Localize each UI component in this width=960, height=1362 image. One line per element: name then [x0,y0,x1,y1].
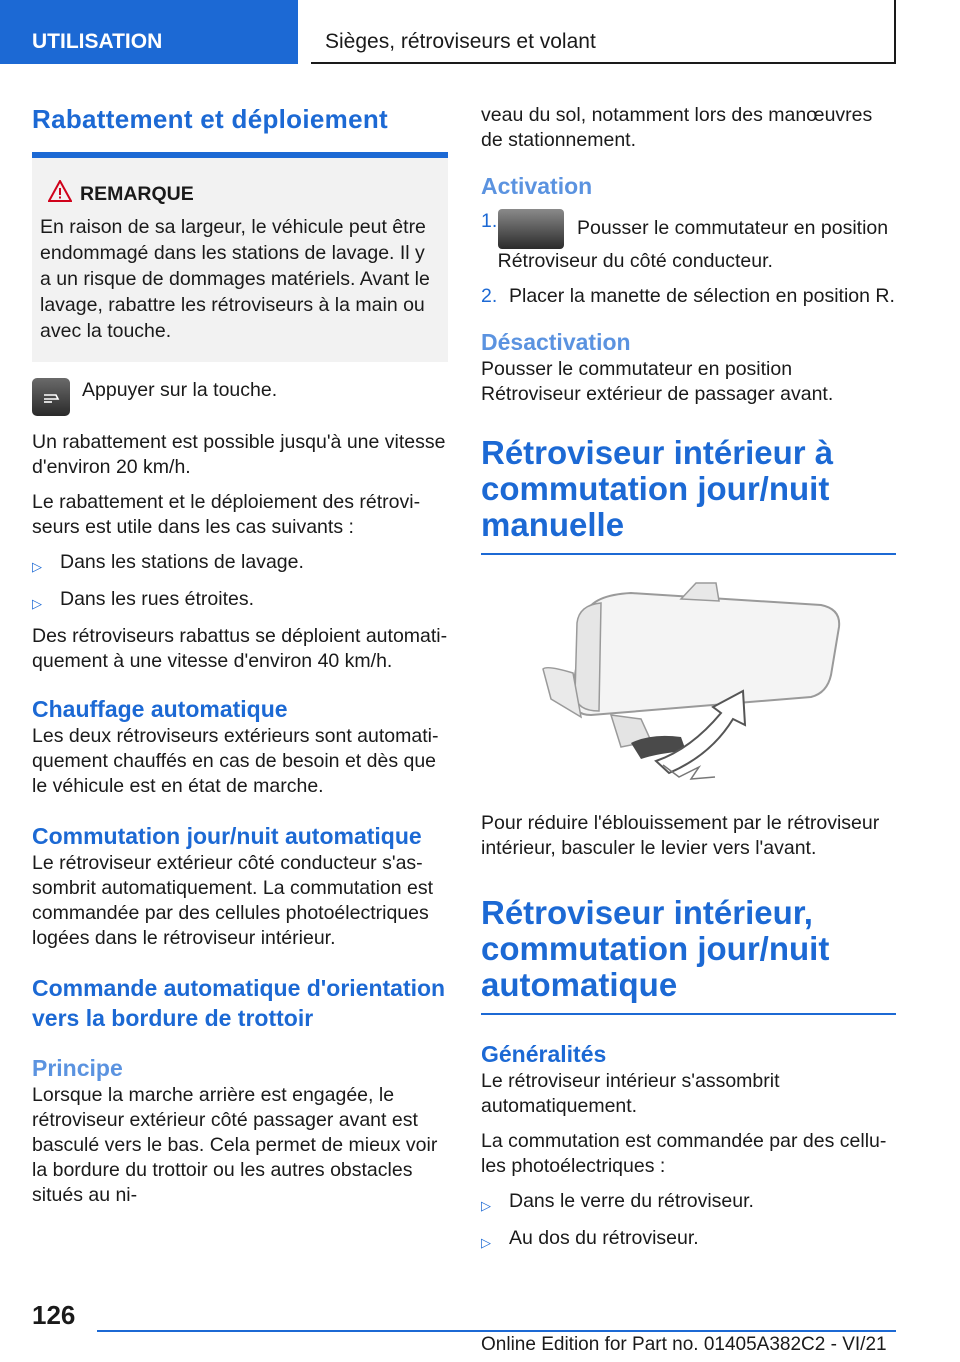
header-chapter [311,0,896,64]
note-title [40,180,436,208]
right-column [481,103,896,1263]
header-section-label: UTILISATION [32,30,163,53]
paragraph-principe: Lorsque la marche arrière est engagée, le rétroviseur extérieur côté passager avant est basculé vers le bas. Cela permet de mieux voir la bordure du trottoir ou les autres obstacles situés au ni- [32,1084,438,1206]
bullet-triangle-icon: ▷ [32,596,42,611]
header-section [0,0,298,64]
heading-desactivation: Désactivation [481,329,631,355]
paragraph-continued: veau du sol, notamment lors des manœuvres de stationnement. [481,104,873,151]
heading-activation: Activation [481,173,593,199]
heading-rabattement: Rabattement et déploiement [32,104,388,134]
press-instruction: Appuyer sur la touche. [82,379,278,401]
heading-commande: Commande automatique d'orientation vers la bordure de trottoir [32,975,446,1031]
heading-principe: Principe [32,1055,123,1081]
heading-auto-mirror: Rétroviseur intérieur, commutation jour/nuit automatique [481,894,830,1003]
page-number: 126 [32,1300,76,1330]
heading-rule [481,1013,896,1015]
list-item: ▷ Dans les stations de lavage. [32,550,448,579]
left-column [32,96,448,1218]
bullet-triangle-icon: ▷ [481,1235,491,1250]
mirror-fold-button-icon [32,378,70,416]
mirror-switch-icon [498,209,564,249]
list-item: ▷ Au dos du rétroviseur. [481,1226,896,1255]
paragraph-generalites-2: La commutation est commandée par des cellules photoélectriques : [481,1130,887,1177]
step-number: 2. [481,285,498,307]
paragraph-generalites-1: Le rétroviseur intérieur s'assombrit automatiquement. [481,1070,780,1117]
paragraph-commutation: Le rétroviseur extérieur côté conducteur s'assombrit automatiquement. La commutation est commandée par des cellules photoélectriques logées dans le rétroviseur intérieur. [32,852,434,949]
heading-commutation: Commutation jour/nuit automatique [32,823,422,849]
note-body: En raison de sa largeur, le véhicule peut être endommagé dans les stations de lavage. Il y a un risque de dommages matériels. Avant le lavage, rabattre les rétroviseurs à la main ou avec la touche. [40,216,430,342]
heading-manual-mirror: Rétroviseur intérieur à commutation jour/nuit manuelle [481,434,834,543]
step-item [481,284,896,309]
step-text: Placer la manette de sélection en position R. [509,285,895,307]
note-box [32,158,448,362]
header-chapter-label: Sièges, rétroviseurs et volant [325,30,596,53]
step-text: Pousser le commutateur en position Rétroviseur du côté conducteur. [497,217,889,272]
heading-rule [481,553,896,555]
paragraph-cases: Le rabattement et le déploiement des rétroviseurs est utile dans les cas suivants : [32,491,421,538]
note-title-text: REMARQUE [80,182,194,205]
paragraph-manual: Pour réduire l'éblouissement par le rétroviseur intérieur, basculer le levier vers l'avant. [481,812,880,859]
paragraph-chauffage: Les deux rétroviseurs extérieurs sont automatiquement chauffés en cas de besoin et dès que le véhicule est en état de marche. [32,725,439,797]
paragraph-speed: Un rabattement est possible jusqu'à une vitesse d'environ 20 km/h. [32,431,446,478]
footer-edition: Online Edition for Part no. 01405A382C2 - VI/21 [481,1334,887,1355]
paragraph-redeploy: Des rétroviseurs rabattus se déploient automatiquement à une vitesse d'environ 40 km/h. [32,625,448,672]
heading-generalites: Généralités [481,1041,607,1067]
rearview-mirror-illustration [481,565,896,801]
paragraph-desactivation: Pousser le commutateur en position Rétroviseur extérieur de passager avant. [481,358,834,405]
list-item: ▷ Dans le verre du rétroviseur. [481,1189,896,1218]
fold-button-row [32,378,448,416]
list-item: ▷ Dans les rues étroites. [32,587,448,616]
bullet-triangle-icon: ▷ [32,559,42,574]
step-number: 1. [481,210,498,232]
bullet-triangle-icon: ▷ [481,1198,491,1213]
footer-rule [97,1330,896,1332]
step-item [481,209,896,274]
heading-chauffage: Chauffage automatique [32,696,288,722]
warning-triangle-icon [40,180,80,208]
